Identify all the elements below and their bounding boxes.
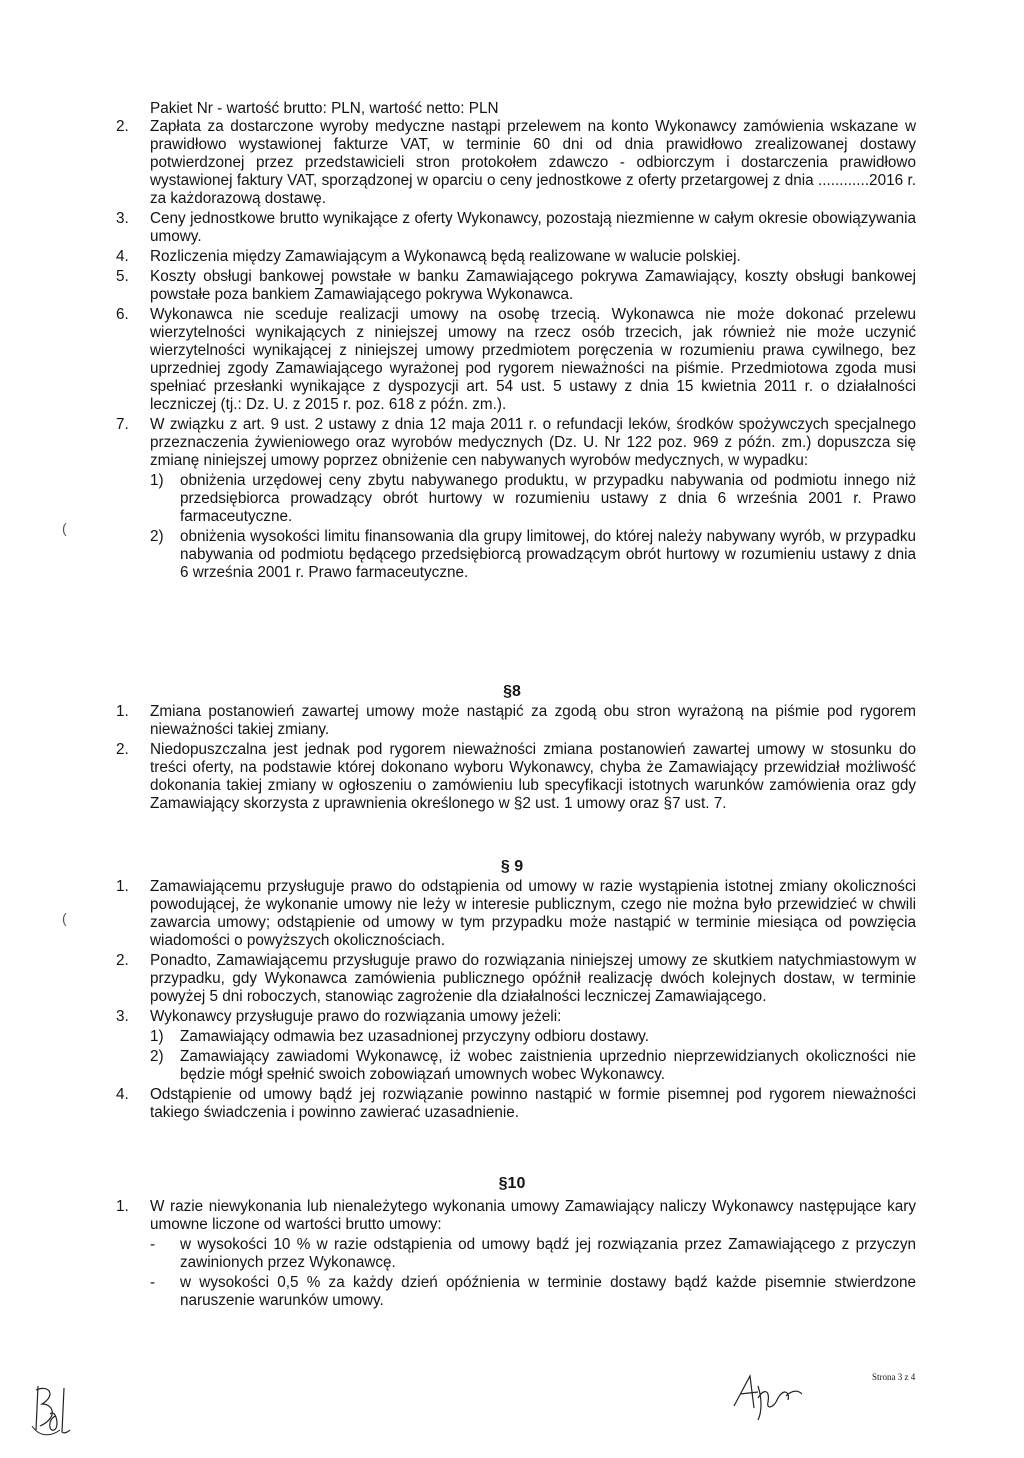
list-item bbox=[116, 1086, 916, 1122]
sub-item-text: obniżenia wysokości limitu finansowania dla grupy limitowej, do której należy nabywany wyrób, w przypadku nabywania od podmiotu będącego przedsiębiorcą prowadzącym obrót hurtowy w rozumieniu ustawy z dnia 6 września 2001 r. Prawo farmaceutyczne. bbox=[180, 528, 916, 581]
item-number: 4. bbox=[116, 248, 129, 265]
item-number: 6. bbox=[116, 306, 129, 323]
item-number: 1. bbox=[116, 1198, 129, 1215]
list-item bbox=[116, 306, 916, 414]
handwritten-signature-right bbox=[728, 1368, 808, 1424]
item-number: 3. bbox=[116, 210, 129, 227]
sublist bbox=[150, 1236, 916, 1310]
page-number: Strona 3 z 4 bbox=[872, 1372, 916, 1382]
list-item bbox=[116, 248, 916, 266]
item-text: Rozliczenia między Zamawiającym a Wykonawcą będą realizowane w walucie polskiej. bbox=[150, 248, 741, 265]
sub-item bbox=[150, 528, 916, 582]
sub-item-number: 2) bbox=[150, 1048, 164, 1065]
item-number: 5. bbox=[116, 268, 129, 285]
item-text: Niedopuszczalna jest jednak pod rygorem nieważności zmiana postanowień zawartej umowy w stosunku do treści oferty, na podstawie której dokonano wyboru Wykonawcy, chyba że Zamawiający przewidział możliwość dokonania takiej zmiany w ogłoszeniu o zamówieniu lub specyfikacji istotnych warunków zamówienia oraz gdy Zamawiający skorzysta z uprawnienia określonego w §2 ust. 1 umowy oraz §7 ust. 7. bbox=[150, 741, 916, 812]
sub-item-dash: - bbox=[150, 1236, 156, 1253]
sub-item-text: obniżenia urzędowej ceny zbytu nabywanego produktu, w przypadku nabywania od podmiotu innego niż przedsiębiorca prowadzący obrót hurtowy w rozumieniu ustawy z dnia 6 września 2001 r. Prawo farmaceutyczne. bbox=[180, 472, 916, 525]
package-value-line: Pakiet Nr - wartość brutto: PLN, wartość netto: PLN bbox=[150, 100, 499, 117]
list-item bbox=[116, 878, 916, 950]
item-text: W razie niewykonania lub nienależytego wykonania umowy Zamawiający naliczy Wykonawcy następujące kary umowne liczone od wartości brutto umowy: bbox=[150, 1198, 916, 1233]
item-number: 3. bbox=[116, 1008, 129, 1025]
item-text: Ponadto, Zamawiającemu przysługuje prawo do rozwiązania niniejszej umowy ze skutkiem natychmiastowym w przypadku, gdy Wykonawca zamówienia publicznego opóźnił realizację dwóch kolejnych dostaw, w terminie powyżej 5 dni roboczych, stanowiąc zagrożenie dla działalności leczniczej Zamawiającego. bbox=[150, 952, 916, 1005]
list-item bbox=[116, 268, 916, 304]
item-text: Odstąpienie od umowy bądź jej rozwiązanie powinno nastąpić w formie pisemnej pod rygorem nieważności takiego świadczenia i powinno zawierać uzasadnienie. bbox=[150, 1086, 916, 1121]
section-9-heading: § 9 bbox=[500, 858, 524, 875]
item-number: 1. bbox=[116, 703, 129, 720]
item-number: 1. bbox=[116, 878, 129, 895]
handwritten-initials-left bbox=[26, 1378, 76, 1440]
sub-item-dash: - bbox=[150, 1274, 156, 1291]
item-text: Ceny jednostkowe brutto wynikające z oferty Wykonawcy, pozostają niezmienne w całym okresie obowiązywania umowy. bbox=[150, 210, 916, 245]
section-9 bbox=[116, 878, 916, 1124]
section-10-heading: §10 bbox=[498, 1175, 526, 1192]
list-item bbox=[116, 118, 916, 208]
item-number: 2. bbox=[116, 741, 129, 758]
sublist bbox=[150, 472, 916, 582]
list-item bbox=[116, 952, 916, 1006]
list-item bbox=[116, 1008, 916, 1026]
section-8 bbox=[116, 703, 916, 815]
item-number: 2. bbox=[116, 952, 129, 969]
item-text: Koszty obsługi bankowej powstałe w banku Zamawiającego pokrywa Zamawiający, koszty obsługi bankowej powstałe poza bankiem Zamawiającego pokrywa Wykonawca. bbox=[150, 268, 916, 303]
item-text: Zapłata za dostarczone wyroby medyczne nastąpi przelewem na konto Wykonawcy zamówienia wskazane w prawidłowo wystawionej fakturze VAT, w terminie 60 dni od dnia prawidłowo zrealizowanej dostawy potwierdzonej przez przedstawicieli stron protokołem zdawczo - odbiorczym i dostarczenia prawidłowo wystawionej faktury VAT, sporządzonej w oparciu o ceny jednostkowe z oferty przetargowej z dnia ............2016 r. za każdorazową dostawę. bbox=[150, 118, 916, 207]
scan-mark: ( bbox=[62, 910, 67, 926]
item-number: 4. bbox=[116, 1086, 129, 1103]
sub-item-number: 1) bbox=[150, 472, 164, 489]
sub-item-text: Zamawiający odmawia bez uzasadnionej przyczyny odbioru dostawy. bbox=[180, 1028, 650, 1045]
sub-item-text: Zamawiający zawiadomi Wykonawcę, iż wobec zaistnienia uprzednio nieprzewidzianych okoliczności nie będzie mógł spełnić swoich zobowiązań umownych wobec Wykonawcy. bbox=[180, 1048, 916, 1083]
sub-item bbox=[150, 1048, 916, 1084]
section-8-heading: §8 bbox=[503, 683, 521, 700]
item-number: 2. bbox=[116, 118, 129, 135]
item-text: Zmiana postanowień zawartej umowy może nastąpić za zgodą obu stron wyrażoną na piśmie pod rygorem nieważności takiej zmiany. bbox=[150, 703, 916, 738]
sub-item-text: w wysokości 10 % w razie odstąpienia od umowy bądź jej rozwiązania przez Zamawiającego z przyczyn zawinionych przez Wykonawcę. bbox=[180, 1236, 916, 1271]
item-text: Wykonawcy przysługuje prawo do rozwiązania umowy jeżeli: bbox=[150, 1008, 562, 1025]
sub-item bbox=[150, 1274, 916, 1310]
item-text: W związku z art. 9 ust. 2 ustawy z dnia 12 maja 2011 r. o refundacji leków, środków spożywczych specjalnego przeznaczenia żywieniowego oraz wyrobów medycznych (Dz. U. Nr 122 poz. 969 z późn. zm.) dopuszcza się zmianę niniejszej umowy poprzez obniżenie cen nabywanych wyrobów medycznych, w wypadku: bbox=[150, 416, 916, 469]
sublist bbox=[150, 1028, 916, 1084]
scan-mark: ( bbox=[62, 520, 67, 536]
sub-item bbox=[150, 1028, 916, 1046]
list-item bbox=[116, 210, 916, 246]
list-item bbox=[116, 416, 916, 470]
sub-item-text: w wysokości 0,5 % za każdy dzień opóźnienia w terminie dostawy bądź każde pisemnie stwierdzone naruszenie warunków umowy. bbox=[180, 1274, 916, 1309]
item-text: Wykonawca nie sceduje realizacji umowy na osobę trzecią. Wykonawca nie może dokonać przelewu wierzytelności wynikających z niniejszej umowy na rzecz osób trzecich, jak również nie może uczynić wierzytelności wynikającej z niniejszej umowy przedmiotem poręczenia w rozumieniu prawa cywilnego, bez uprzedniej zgody Zamawiającego wyrażonej pod rygorem nieważności na piśmie. Przedmiotowa zgoda musi spełniać przesłanki wynikające z dyspozycji art. 54 ust. 5 ustawy z dnia 15 kwietnia 2011 r. o działalności leczniczej (tj.: Dz. U. z 2015 r. poz. 618 z późn. zm.). bbox=[150, 306, 916, 413]
list-item bbox=[116, 1198, 916, 1234]
section-7-continued bbox=[116, 118, 916, 584]
item-number: 7. bbox=[116, 416, 129, 433]
sub-item bbox=[150, 472, 916, 526]
list-item bbox=[116, 703, 916, 739]
sub-item-number: 2) bbox=[150, 528, 164, 545]
sub-item bbox=[150, 1236, 916, 1272]
sub-item-number: 1) bbox=[150, 1028, 164, 1045]
item-text: Zamawiającemu przysługuje prawo do odstąpienia od umowy w razie wystąpienia istotnej zmiany okoliczności powodującej, że wykonanie umowy nie leży w interesie publicznym, czego nie można było przewidzieć w chwili zawarcia umowy; odstąpienie od umowy w tym przypadku może nastąpić w terminie miesiąca od powzięcia wiadomości o powyższych okolicznościach. bbox=[150, 878, 916, 949]
section-10 bbox=[116, 1198, 916, 1312]
list-item bbox=[116, 741, 916, 813]
